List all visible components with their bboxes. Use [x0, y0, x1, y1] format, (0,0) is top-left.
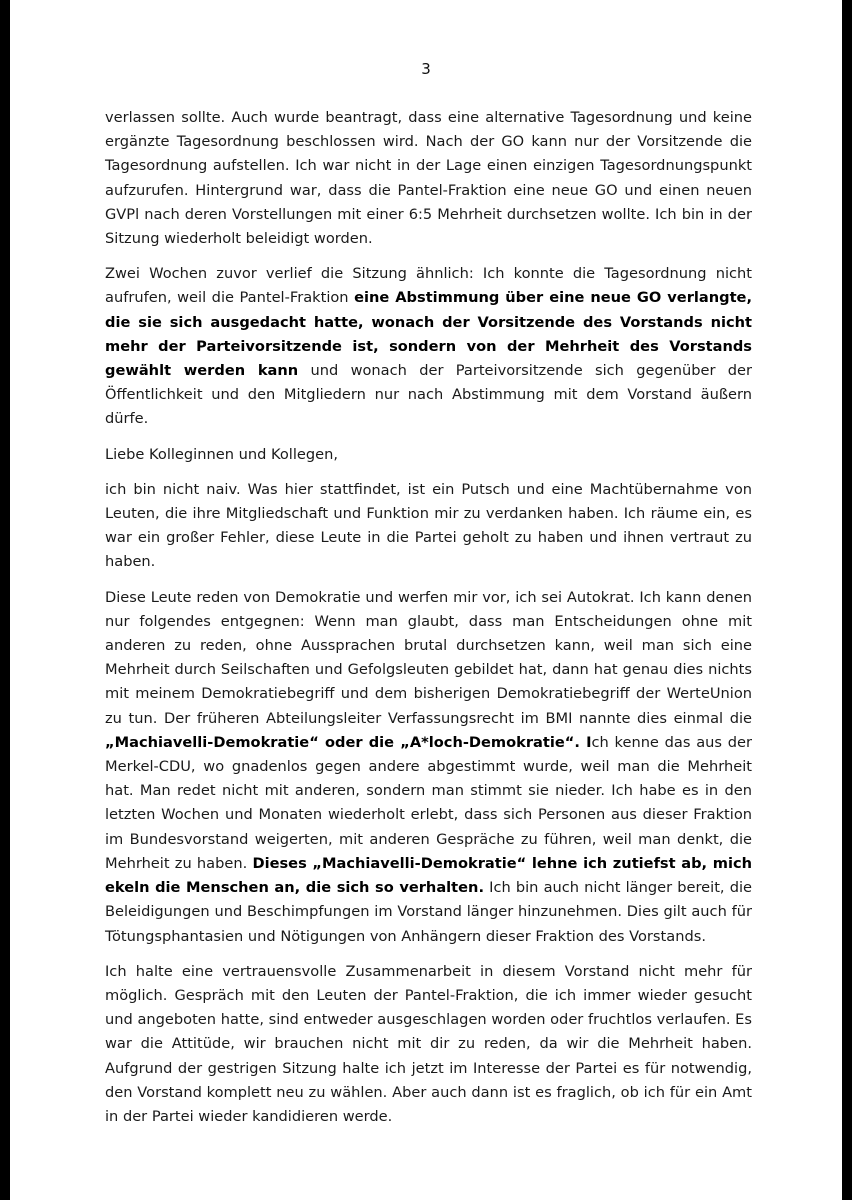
- bold-text-segment: „Machiavelli-Demokratie“ oder die „A*loch-Demokratie“. I: [105, 733, 592, 751]
- bold-text-segment: eine Abstimmung über eine neue GO verlangte, die sie sich ausgedacht hatte, wonach der Vorsitzende des Vorstands nicht mehr der Parteivorsitzende ist, sondern von der Mehrheit des Vorstands gewählt werden kann: [105, 289, 752, 380]
- paragraph: [105, 586, 752, 949]
- page-number: 3: [421, 60, 431, 78]
- salutation: [105, 443, 752, 467]
- paragraph: [105, 106, 752, 251]
- paragraph: [105, 478, 752, 575]
- text-segment: Liebe Kolleginnen und Kollegen,: [105, 445, 338, 463]
- text-segment: verlassen sollte. Auch wurde beantragt, dass eine alternative Tagesordnung und keine ergänzte Tagesordnung beschlossen wird. Nach der GO kann nur der Vorsitzende die Tagesordnung aufstellen. Ich war nicht in der Lage einen einzigen Tagesordnungspunkt aufzurufen. Hintergrund war, dass die Pantel-Fraktion eine neue GO und einen neuen GVPl nach deren Vorstellungen mit einer 6:5 Mehrheit durchsetzen wollte. Ich bin in der Sitzung wiederholt beleidigt worden.: [105, 109, 752, 248]
- text-segment: Diese Leute reden von Demokratie und werfen mir vor, ich sei Autokrat. Ich kann denen nur folgendes entgegnen: Wenn man glaubt, dass man Entscheidungen ohne mit anderen zu reden, ohne Aussprachen brutal durchsetzen kann, weil man sich eine Mehrheit durch Seilschaften und Gefolgsleuten gebildet hat, dann hat genau dies nichts mit meinem Demokratiebegriff und dem bisherigen Demokratiebegriff der WerteUnion zu tun. Der früheren Abteilungsleiter Verfassungsrecht im BMI nannte dies einmal die: [105, 588, 752, 727]
- document-body: [105, 106, 752, 1140]
- document-page: [10, 0, 842, 1200]
- text-segment: Ich bin auch nicht länger bereit, die Beleidigungen und Beschimpfungen im Vorstand länger hinzunehmen. Dies gilt auch für Tötungsphantasien und Nötigungen von Anhängern dieser Fraktion des Vorstands.: [105, 879, 753, 945]
- text-segment: und wonach der Parteivorsitzende sich gegenüber der Öffentlichkeit und den Mitgliedern nur nach Abstimmung mit dem Vorstand äußern dürfe.: [105, 362, 752, 428]
- text-segment: Ich halte eine vertrauensvolle Zusammenarbeit in diesem Vorstand nicht mehr für möglich. Gespräch mit den Leuten der Pantel-Fraktion, die ich immer wieder gesucht und angeboten hatte, sind entweder ausgeschlagen worden oder fruchtlos verlaufen. Es war die Attitüde, wir brauchen nicht mit dir zu reden, da wir die Mehrheit haben. Aufgrund der gestrigen Sitzung halte ich jetzt im Interesse der Partei es für notwendig, den Vorstand komplett neu zu wählen. Aber auch dann ist es fraglich, ob ich für ein Amt in der Partei wieder kandidieren werde.: [105, 962, 752, 1125]
- paragraph: [105, 960, 752, 1129]
- text-segment: ich bin nicht naiv. Was hier stattfindet, ist ein Putsch und eine Machtübernahme von Leuten, die ihre Mitgliedschaft und Funktion mir zu verdanken haben. Ich räume ein, es war ein großer Fehler, diese Leute in die Partei geholt zu haben und ihnen vertraut zu haben.: [105, 480, 752, 571]
- bold-text-segment: Dieses „Machiavelli-Demokratie“ lehne ich zutiefst ab, mich ekeln die Menschen an, die sich so verhalten.: [105, 854, 752, 897]
- text-segment: ch kenne das aus der Merkel-CDU, wo gnadenlos gegen andere abgestimmt wurde, weil man die Mehrheit hat. Man redet nicht mit anderen, sondern man stimmt sie nieder. Ich habe es in den letzten Wochen und Monaten wiederholt erlebt, dass sich Personen aus dieser Fraktion im Bundesvorstand weigerten, mit anderen Gespräche zu führen, weil man denkt, die Mehrheit zu haben.: [105, 733, 752, 872]
- paragraph: [105, 262, 752, 431]
- text-segment: Zwei Wochen zuvor verlief die Sitzung ähnlich: Ich konnte die Tagesordnung nicht aufrufen, weil die Pantel-Fraktion: [105, 265, 752, 307]
